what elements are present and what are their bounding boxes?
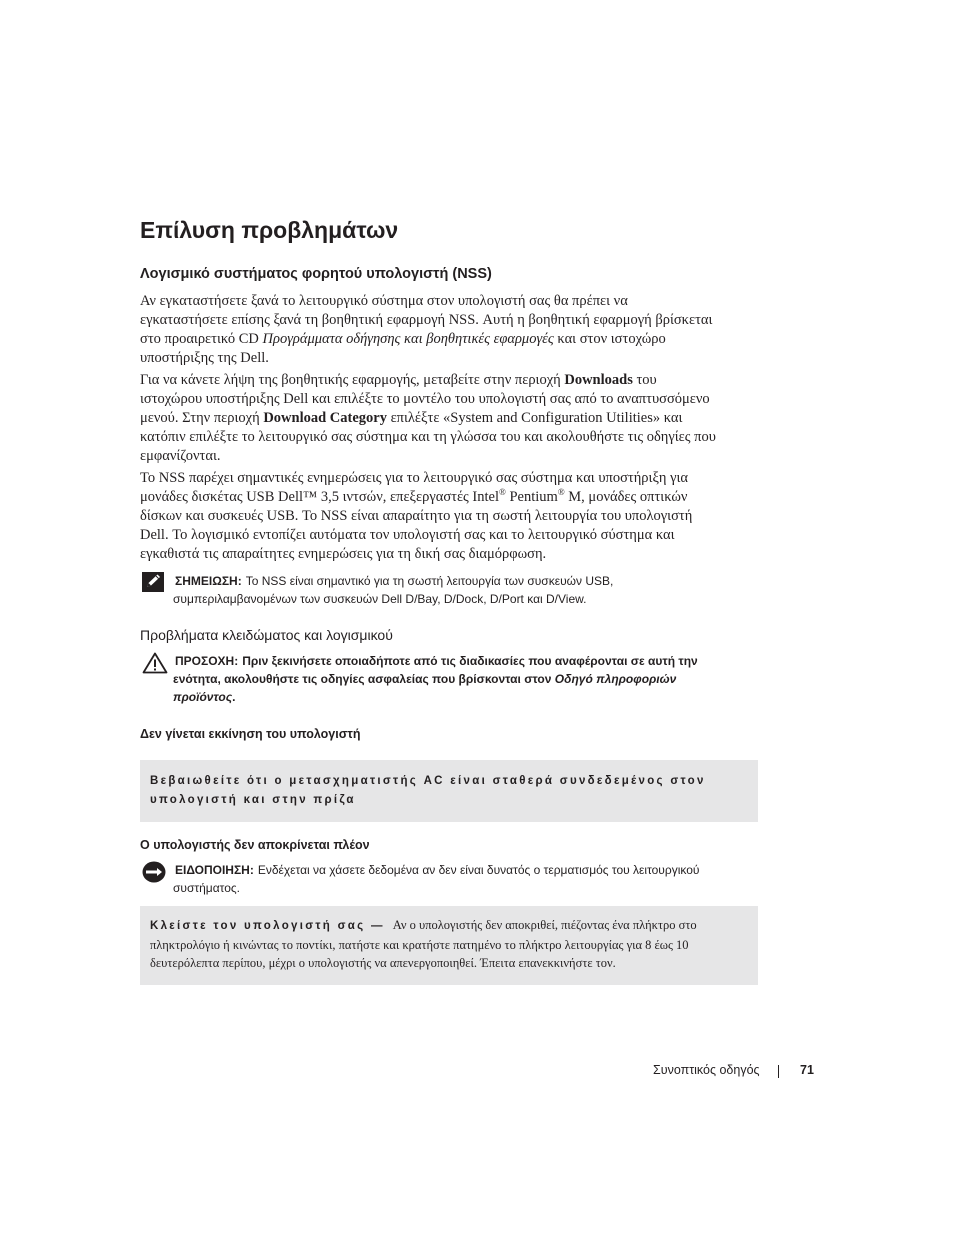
solution-box-shutdown bbox=[140, 906, 758, 985]
caution-text bbox=[175, 652, 762, 706]
text-run: . bbox=[232, 690, 236, 704]
notice-label: ΕΙΔΟΠΟΙΗΣΗ: bbox=[175, 863, 254, 877]
product-guide-title: προϊόντος bbox=[173, 690, 233, 704]
note-pencil-icon bbox=[142, 572, 164, 597]
page-number: 71 bbox=[800, 1063, 814, 1077]
text-line: εμφανίζονται. bbox=[140, 448, 221, 464]
notice-line: Ενδέχεται να χάσετε δεδομένα αν δεν είναι δυνατός ο τερματισμός του λειτουργικού bbox=[257, 863, 700, 877]
text-run: ενότητα, ακολουθήστε τις οδηγίες ασφαλείας που βρίσκονται στον bbox=[173, 672, 555, 686]
nss-paragraph-3 bbox=[140, 469, 762, 564]
notice-hand-icon bbox=[142, 861, 166, 888]
text-run: M, μονάδες οπτικών bbox=[564, 489, 688, 505]
text-run: επιλέξτε «System and Configuration Utilities» και bbox=[386, 410, 683, 426]
section-heading-lockups: Προβλήματα κλειδώματος και λογισμικού bbox=[140, 627, 393, 643]
nss-paragraph-1 bbox=[140, 292, 762, 368]
footer-divider bbox=[778, 1065, 779, 1078]
text-line: εγκαταστήσετε επίσης ξανά τη βοηθητική εφαρμογή NSS. Αυτή η βοηθητική εφαρμογή βρίσκεται bbox=[140, 312, 713, 328]
solution-line: Βεβαιωθείτε ότι ο μετασχηματιστής AC είναι σταθερά συνδεδεμένος στον bbox=[150, 775, 706, 787]
page-title: Επίλυση προβλημάτων bbox=[140, 217, 399, 243]
text-line: δίσκων και συσκευές USB. Το NSS είναι απαραίτητο για τη σωστή λειτουργία του υπολογιστή bbox=[140, 508, 693, 524]
caution-line bbox=[173, 688, 762, 706]
subheading-no-response: Ο υπολογιστής δεν αποκρίνεται πλέον bbox=[140, 838, 370, 852]
note-text bbox=[175, 572, 762, 608]
download-category-keyword: Download Category bbox=[263, 410, 387, 426]
text-line: Dell. Το λογισμικό εντοπίζει αυτόματα τον υπολογιστή σας και το λειτουργικό σύστημα και bbox=[140, 527, 675, 543]
solution-line: υπολογιστή και στην πρίζα bbox=[150, 794, 356, 806]
text-run: Για να κάνετε λήψη της βοηθητικής εφαρμογής, μεταβείτε στην περιοχή bbox=[140, 372, 565, 388]
nss-paragraph-2 bbox=[140, 371, 762, 466]
notice-text bbox=[175, 861, 762, 897]
text-line: Το NSS παρέχει σημαντικές ενημερώσεις για το λειτουργικό σας σύστημα και υποστήριξη για bbox=[140, 470, 689, 486]
footer-guide-title: Συνοπτικός οδηγός bbox=[653, 1063, 760, 1077]
solution-line: πληκτρολόγιο ή κινώντας το ποντίκι, πατήστε και κρατήστε πατημένο το πλήκτρο λειτουργίας για 8 έως 10 bbox=[150, 937, 689, 952]
note-line: συμπεριλαμβανομένων των συσκευών Dell D/Bay, D/Dock, D/Port και D/View. bbox=[173, 592, 587, 606]
registered-mark: ® bbox=[499, 487, 506, 497]
text-run: Pentium bbox=[505, 489, 558, 505]
product-guide-title: Οδηγό πληροφοριών bbox=[554, 672, 677, 686]
caution-line bbox=[173, 670, 762, 688]
notice-callout bbox=[142, 861, 762, 899]
solution-box-ac-adapter bbox=[140, 760, 758, 822]
solution-line: δευτερόλεπτα περίπου, μέχρι ο υπολογιστής να απενεργοποιηθεί. Έπειτα επανεκκινήστε τον. bbox=[150, 956, 616, 970]
text-run: μονάδες δισκέτας USB Dell™ 3,5 ιντσών, επεξεργαστές Intel bbox=[140, 489, 499, 505]
notice-line: συστήματος. bbox=[173, 881, 241, 895]
text-run: στο προαιρετικό CD bbox=[140, 331, 263, 347]
text-run: και στον ιστοχώρο bbox=[553, 331, 666, 347]
text-run: μενού. Στην περιοχή bbox=[140, 410, 264, 426]
text-line: υποστήριξης της Dell. bbox=[140, 350, 269, 366]
caution-callout bbox=[142, 652, 762, 708]
caution-line: Πριν ξεκινήσετε οποιαδήποτε από τις διαδικασίες που αναφέρονται σε αυτή την bbox=[242, 654, 698, 668]
text-line bbox=[140, 330, 762, 349]
registered-mark: ® bbox=[557, 487, 565, 497]
text-run: του bbox=[632, 372, 657, 388]
note-line: Το NSS είναι σημαντικό για τη σωστή λειτουργία των συσκευών USB, bbox=[245, 574, 614, 588]
text-line: ιστοχώρου υποστήριξης Dell και επιλέξτε το μοντέλο του υπολογιστή σας από το αναπτυσσόμενο bbox=[140, 391, 710, 407]
section-heading-nss: Λογισμικό συστήματος φορητού υπολογιστή (NSS) bbox=[140, 266, 492, 282]
downloads-keyword: Downloads bbox=[564, 372, 633, 388]
solution-text bbox=[150, 916, 750, 973]
subheading-no-start: Δεν γίνεται εκκίνηση του υπολογιστή bbox=[140, 727, 361, 741]
note-callout bbox=[142, 572, 762, 608]
text-line: εγκαθιστά τις απαραίτητες ενημερώσεις για τη δική σας διαμόρφωση. bbox=[140, 546, 547, 562]
cd-title: Προγράμματα οδήγησης και βοηθητικές εφαρμογές bbox=[262, 331, 554, 347]
text-line bbox=[140, 409, 762, 428]
text-line: Αν εγκαταστήσετε ξανά το λειτουργικό σύστημα στον υπολογιστή σας θα πρέπει να bbox=[140, 293, 628, 309]
warning-triangle-icon bbox=[142, 652, 168, 679]
text-run: Αν ο υπολογιστής δεν αποκριθεί, πιέζοντας ένα πλήκτρο στο bbox=[392, 918, 697, 932]
text-line bbox=[140, 488, 762, 507]
note-label: ΣΗΜΕΙΩΣΗ: bbox=[175, 574, 242, 588]
solution-text bbox=[150, 772, 748, 810]
text-line bbox=[140, 371, 762, 390]
text-line: κατόπιν επιλέξτε το λειτουργικό σας σύστημα και τη γλώσσα του και ακολουθήστε τις οδηγίες που bbox=[140, 429, 716, 445]
caution-label: ΠΡΟΣΟΧΗ: bbox=[175, 654, 239, 668]
solution-line bbox=[150, 916, 750, 936]
solution-lead: Κλείστε τον υπολογιστή σας — bbox=[150, 920, 385, 932]
